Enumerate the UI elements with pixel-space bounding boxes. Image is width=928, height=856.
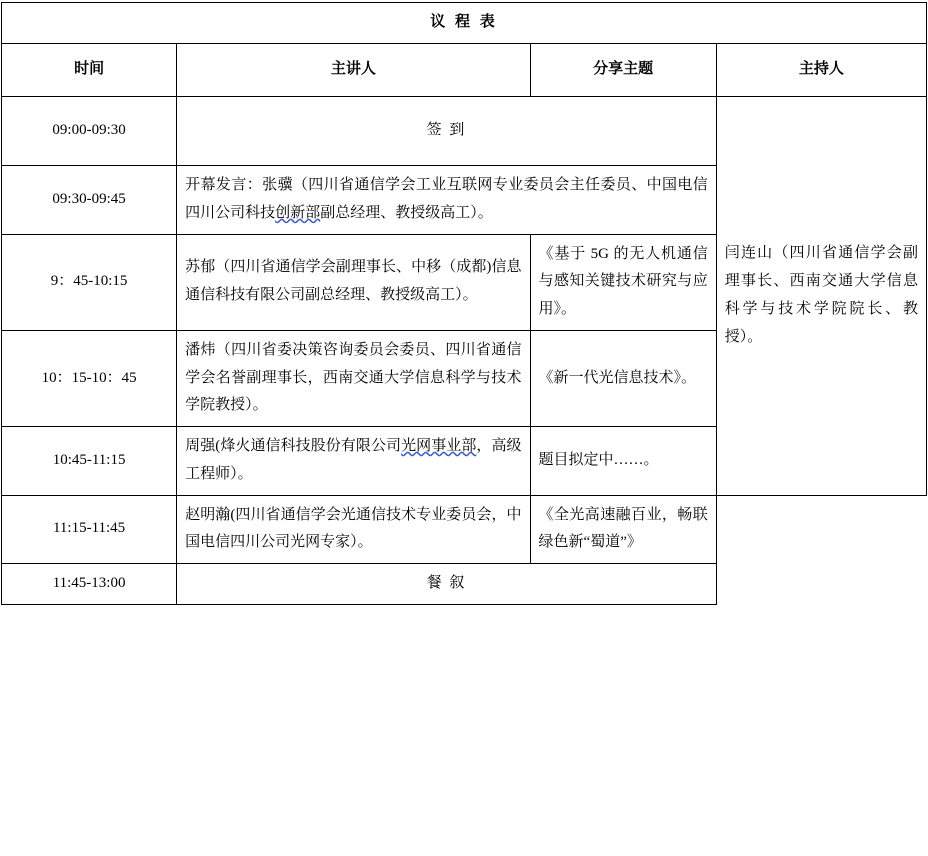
speaker-text-underlined: 光网事业部 [401, 438, 477, 454]
row-time: 09:30-09:45 [2, 166, 177, 235]
row-speaker [177, 427, 530, 496]
row-speaker [177, 166, 717, 235]
header-topic: 分享主题 [530, 44, 716, 97]
row-time: 10：15-10：45 [2, 330, 177, 426]
row-speaker: 苏郁（四川省通信学会副理事长、中移（成都)信息通信科技有限公司副总经理、教授级高工）。 [177, 234, 530, 330]
agenda-table [1, 2, 927, 605]
row-topic: 《基于 5G 的无人机通信与感知关键技术研究与应用》。 [530, 234, 716, 330]
header-row [2, 44, 927, 97]
row-time: 10:45-11:15 [2, 427, 177, 496]
speaker-text-part2: 副总经理、教授级高工）。 [320, 204, 493, 221]
document-title: 议 程 表 [2, 3, 927, 44]
table-row [2, 564, 927, 605]
speaker-text-part1: 周强(烽火通信科技股份有限公司 [185, 438, 402, 454]
header-speaker: 主讲人 [177, 44, 530, 97]
row-merged-text: 签 到 [177, 97, 717, 166]
row-time: 9：45-10:15 [2, 234, 177, 330]
speaker-text-part1: 开幕发言：张骥（四川省通信学会工业互联网专业委员会主任委员、中国电信四川公司科技 [185, 177, 708, 221]
header-time: 时间 [2, 44, 177, 97]
table-row [2, 495, 927, 564]
row-time: 09:00-09:30 [2, 97, 177, 166]
row-time: 11:15-11:45 [2, 495, 177, 564]
header-host: 主持人 [716, 44, 926, 97]
row-merged-text: 餐 叙 [177, 564, 717, 605]
row-topic: 题目拟定中……。 [530, 427, 716, 496]
host-cell: 闫连山（四川省通信学会副理事长、西南交通大学信息科学与技术学院院长、教授）。 [716, 97, 926, 496]
row-time: 11:45-13:00 [2, 564, 177, 605]
title-row [2, 3, 927, 44]
row-topic: 《全光高速融百业，畅联绿色新“蜀道”》 [530, 495, 716, 564]
row-speaker: 潘炜（四川省委决策咨询委员会委员、四川省通信学会名誉副理事长，西南交通大学信息科学与技术学院教授）。 [177, 330, 530, 426]
document-page [0, 2, 928, 856]
row-topic: 《新一代光信息技术》。 [530, 330, 716, 426]
table-row [2, 97, 927, 166]
speaker-text-underlined: 创新部 [275, 204, 321, 221]
row-speaker: 赵明瀚(四川省通信学会光通信技术专业委员会，中国电信四川公司光网专家）。 [177, 495, 530, 564]
speaker-text-part2: ，高级工程师）。 [185, 438, 522, 482]
